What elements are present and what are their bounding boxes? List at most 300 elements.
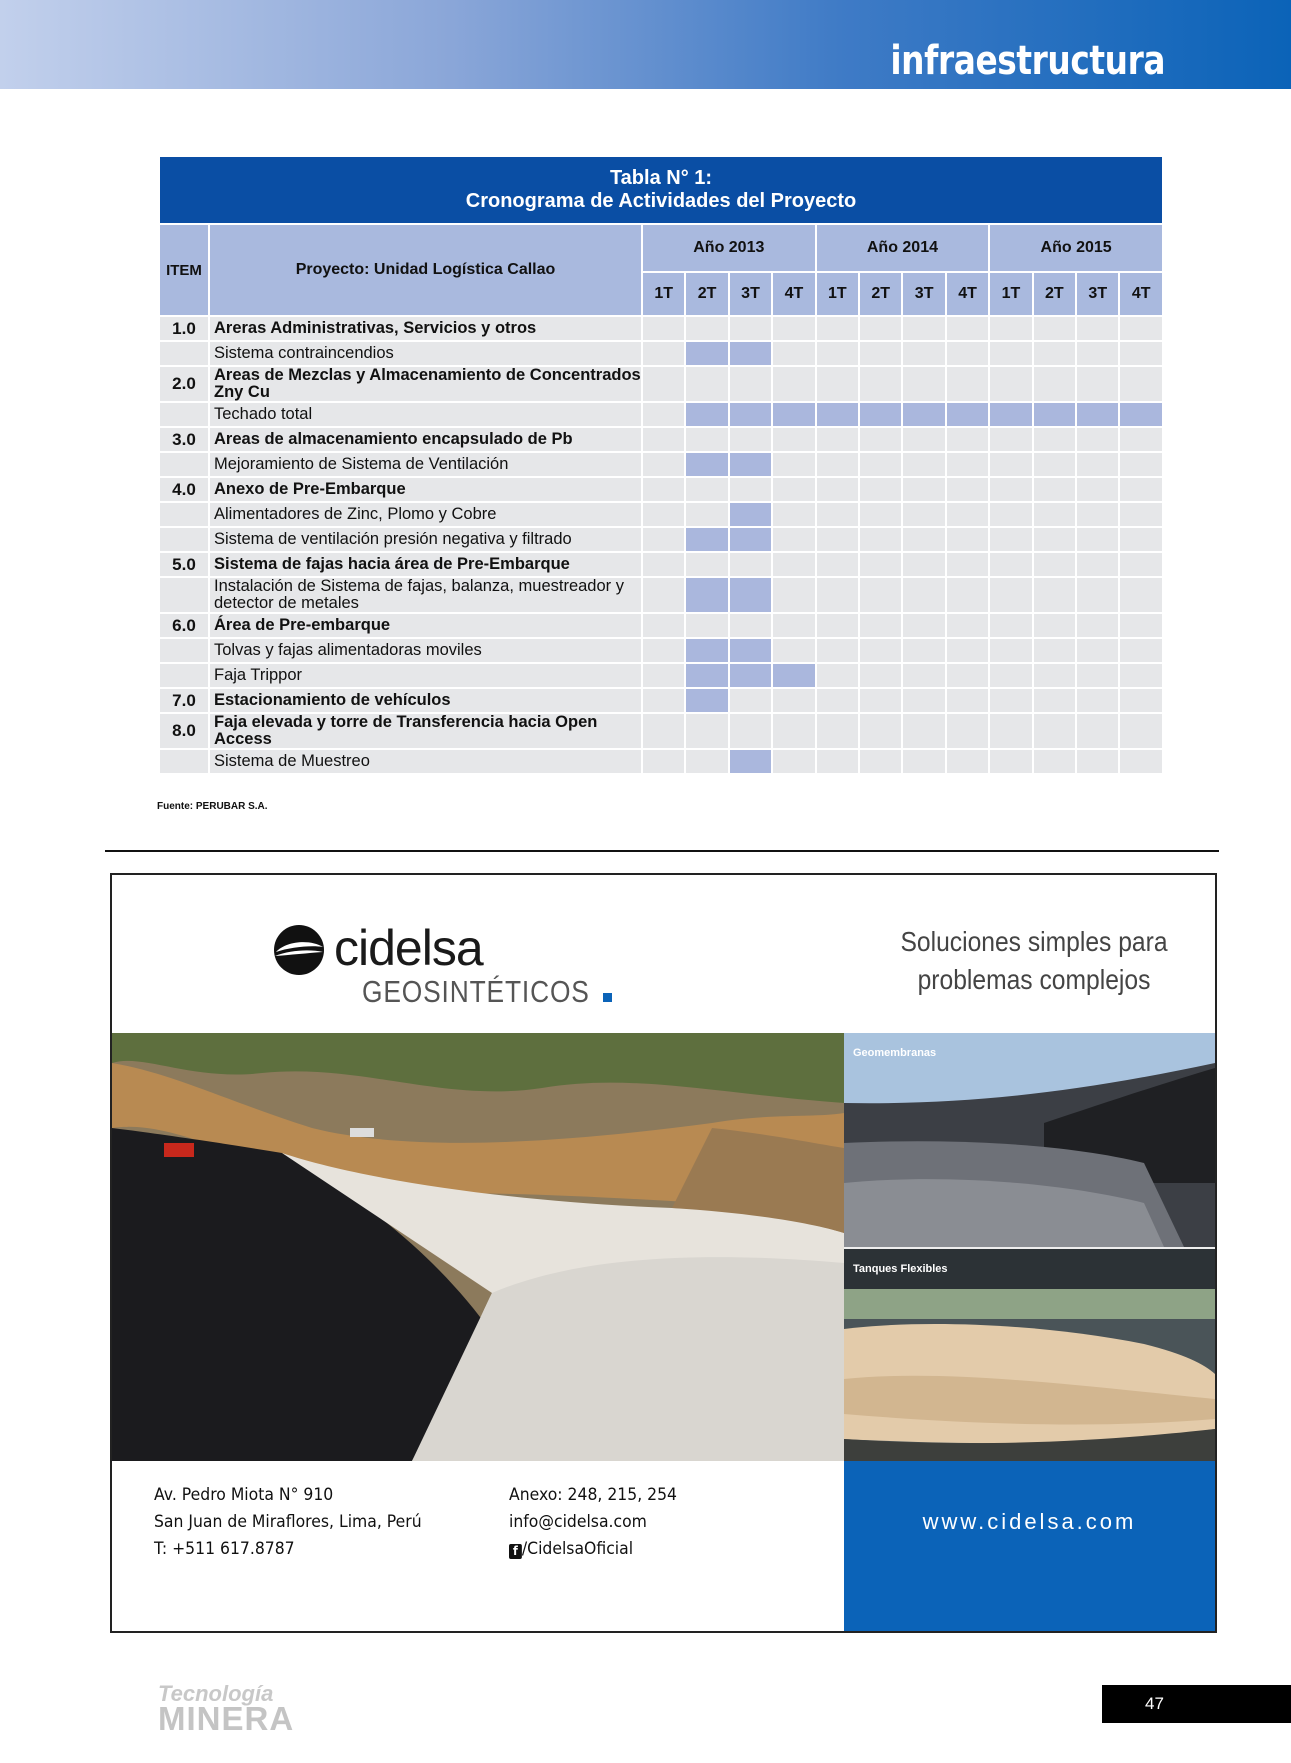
schedule-cell-active — [729, 663, 772, 688]
schedule-cell — [946, 749, 989, 774]
schedule-cell — [642, 688, 685, 713]
brand-dot — [603, 993, 612, 1002]
activity-description: Techado total — [209, 402, 642, 427]
project-header: Proyecto: Unidad Logística Callao — [209, 224, 642, 316]
schedule-cell — [946, 452, 989, 477]
quarter-header: 1T — [816, 272, 859, 316]
activity-description: Alimentadores de Zinc, Plomo y Cobre — [209, 502, 642, 527]
schedule-cell — [902, 341, 945, 366]
activity-description: Instalación de Sistema de fajas, balanza, muestreador y detector de metales — [209, 577, 642, 613]
table-row — [159, 477, 1163, 502]
schedule-cell — [1076, 577, 1119, 613]
facebook-icon: f — [509, 1544, 522, 1559]
activity-description: Areras Administrativas, Servicios y otros — [209, 316, 642, 341]
schedule-cell — [816, 613, 859, 638]
schedule-cell-active — [729, 402, 772, 427]
table-row — [159, 688, 1163, 713]
item-number — [159, 502, 209, 527]
schedule-cell — [1119, 749, 1163, 774]
activity-description: Faja elevada y torre de Transferencia hacia Open Access — [209, 713, 642, 749]
schedule-cell — [989, 341, 1032, 366]
schedule-cell — [729, 713, 772, 749]
schedule-cell — [946, 341, 989, 366]
brand-name: cidelsa — [334, 920, 483, 976]
schedule-cell — [1119, 316, 1163, 341]
table-row — [159, 402, 1163, 427]
schedule-cell — [902, 502, 945, 527]
schedule-cell — [685, 552, 728, 577]
schedule-cell — [946, 713, 989, 749]
schedule-cell — [685, 366, 728, 402]
caption-geomembranes: Geomembranas — [853, 1047, 937, 1059]
quarter-header: 3T — [902, 272, 945, 316]
schedule-cell — [1076, 502, 1119, 527]
email-link[interactable]: info@cidelsa.com — [509, 1512, 647, 1532]
table-row — [159, 366, 1163, 402]
schedule-cell — [729, 552, 772, 577]
ad-tagline — [893, 923, 1175, 999]
quarter-header: 4T — [946, 272, 989, 316]
activity-description: Sistema de ventilación presión negativa y filtrado — [209, 527, 642, 552]
schedule-cell-active — [729, 527, 772, 552]
schedule-cell — [989, 527, 1032, 552]
schedule-cell — [946, 366, 989, 402]
item-number — [159, 663, 209, 688]
schedule-cell — [816, 452, 859, 477]
table-source: Fuente: PERUBAR S.A. — [157, 801, 268, 812]
flexible-tanks-photo — [844, 1247, 1215, 1463]
activity-description: Faja Trippor — [209, 663, 642, 688]
schedule-cell — [1033, 552, 1076, 577]
schedule-cell — [946, 552, 989, 577]
schedule-cell — [989, 613, 1032, 638]
schedule-cell — [772, 749, 815, 774]
quarter-header: 3T — [1076, 272, 1119, 316]
magazine-logo — [158, 1681, 295, 1737]
item-number: 5.0 — [159, 552, 209, 577]
schedule-cell — [859, 688, 902, 713]
schedule-cell — [989, 638, 1032, 663]
schedule-cell-active — [729, 577, 772, 613]
schedule-cell-active — [729, 452, 772, 477]
schedule-cell — [642, 663, 685, 688]
schedule-cell — [946, 688, 989, 713]
page-number: 47 — [1145, 1694, 1164, 1713]
quarter-header: 2T — [859, 272, 902, 316]
schedule-cell — [859, 341, 902, 366]
schedule-cell — [1076, 366, 1119, 402]
activity-description: Anexo de Pre-Embarque — [209, 477, 642, 502]
magazine-logo-line2: MINERA — [158, 1700, 295, 1737]
table-row — [159, 552, 1163, 577]
schedule-cell — [729, 688, 772, 713]
schedule-cell — [1076, 638, 1119, 663]
schedule-cell — [902, 577, 945, 613]
schedule-cell — [902, 427, 945, 452]
schedule-cell-active — [902, 402, 945, 427]
schedule-cell — [772, 688, 815, 713]
schedule-cell-active — [685, 577, 728, 613]
schedule-cell — [1119, 452, 1163, 477]
schedule-cell — [1033, 452, 1076, 477]
schedule-cell — [1033, 427, 1076, 452]
schedule-cell — [902, 663, 945, 688]
schedule-cell — [989, 366, 1032, 402]
schedule-cell — [989, 749, 1032, 774]
table-row — [159, 452, 1163, 477]
schedule-cell — [1119, 341, 1163, 366]
item-number — [159, 341, 209, 366]
schedule-cell — [902, 688, 945, 713]
schedule-cell — [859, 527, 902, 552]
schedule-cell — [1033, 613, 1076, 638]
schedule-cell — [989, 452, 1032, 477]
schedule-cell — [902, 638, 945, 663]
item-number: 8.0 — [159, 713, 209, 749]
year-header: Año 2013 — [642, 224, 816, 272]
address-line2: San Juan de Miraflores, Lima, Perú — [154, 1512, 422, 1532]
schedule-cell — [946, 477, 989, 502]
schedule-cell — [946, 577, 989, 613]
schedule-cell — [1076, 527, 1119, 552]
tagline-line2: problemas complejos — [917, 964, 1151, 995]
schedule-cell — [642, 749, 685, 774]
table-row — [159, 749, 1163, 774]
schedule-cell — [816, 527, 859, 552]
table-row — [159, 663, 1163, 688]
schedule-cell — [642, 527, 685, 552]
schedule-cell — [859, 577, 902, 613]
schedule-cell — [1076, 613, 1119, 638]
schedule-cell-active — [1076, 402, 1119, 427]
schedule-cell — [729, 366, 772, 402]
schedule-cell — [1076, 341, 1119, 366]
schedule-cell — [989, 552, 1032, 577]
schedule-cell — [642, 577, 685, 613]
schedule-cell — [902, 552, 945, 577]
schedule-cell — [902, 749, 945, 774]
schedule-cell — [859, 316, 902, 341]
schedule-cell — [989, 316, 1032, 341]
schedule-cell — [642, 366, 685, 402]
page-number-box — [1102, 1685, 1291, 1723]
schedule-cell — [946, 502, 989, 527]
schedule-cell — [772, 452, 815, 477]
schedule-cell — [685, 502, 728, 527]
schedule-cell-active — [772, 402, 815, 427]
schedule-cell — [902, 613, 945, 638]
schedule-cell — [642, 427, 685, 452]
schedule-cell — [642, 713, 685, 749]
schedule-cell — [1033, 577, 1076, 613]
landfill-liner-photo — [112, 1033, 844, 1461]
item-number — [159, 577, 209, 613]
schedule-cell — [1076, 477, 1119, 502]
schedule-cell — [859, 552, 902, 577]
item-number: 6.0 — [159, 613, 209, 638]
schedule-cell-active — [859, 402, 902, 427]
schedule-cell — [816, 502, 859, 527]
schedule-cell — [772, 713, 815, 749]
schedule-cell — [816, 638, 859, 663]
activity-description: Mejoramiento de Sistema de Ventilación — [209, 452, 642, 477]
cidelsa-logo-icon — [274, 925, 324, 975]
schedule-cell — [902, 477, 945, 502]
schedule-cell-active — [685, 527, 728, 552]
schedule-cell — [1119, 638, 1163, 663]
schedule-cell — [1076, 316, 1119, 341]
cidelsa-advertisement — [110, 873, 1217, 1633]
schedule-table — [158, 155, 1164, 775]
schedule-cell — [902, 713, 945, 749]
schedule-cell-active — [729, 749, 772, 774]
schedule-cell — [772, 552, 815, 577]
item-number — [159, 402, 209, 427]
schedule-cell — [685, 316, 728, 341]
schedule-cell — [816, 749, 859, 774]
schedule-cell — [642, 613, 685, 638]
schedule-cell — [946, 427, 989, 452]
schedule-cell — [859, 427, 902, 452]
schedule-cell — [902, 366, 945, 402]
schedule-cell — [729, 613, 772, 638]
schedule-cell — [816, 713, 859, 749]
table-row — [159, 316, 1163, 341]
table-body — [159, 316, 1163, 774]
schedule-cell — [1076, 452, 1119, 477]
item-number — [159, 638, 209, 663]
schedule-cell — [642, 552, 685, 577]
schedule-cell — [816, 316, 859, 341]
schedule-cell — [729, 316, 772, 341]
schedule-cell-active — [989, 402, 1032, 427]
schedule-cell — [946, 613, 989, 638]
table-row — [159, 527, 1163, 552]
schedule-cell-active — [946, 402, 989, 427]
schedule-cell — [989, 577, 1032, 613]
item-number: 7.0 — [159, 688, 209, 713]
table-title-line1: Tabla N° 1: — [609, 167, 713, 189]
schedule-cell — [902, 452, 945, 477]
social-handle: /CidelsaOficial — [521, 1539, 634, 1559]
annex: Anexo: 248, 215, 254 — [509, 1485, 677, 1505]
schedule-cell — [816, 577, 859, 613]
website-box — [844, 1461, 1215, 1631]
phone: T: +511 617.8787 — [154, 1539, 295, 1559]
schedule-cell — [772, 577, 815, 613]
schedule-cell-active — [685, 402, 728, 427]
schedule-cell — [1119, 577, 1163, 613]
schedule-cell — [1076, 552, 1119, 577]
quarter-header: 1T — [642, 272, 685, 316]
tagline-line1: Soluciones simples para — [900, 926, 1168, 957]
schedule-cell — [1033, 502, 1076, 527]
schedule-cell — [1119, 688, 1163, 713]
schedule-cell — [1119, 613, 1163, 638]
item-number — [159, 452, 209, 477]
caption-tanks: Tanques Flexibles — [853, 1263, 948, 1275]
address-line1: Av. Pedro Miota N° 910 — [154, 1485, 334, 1505]
schedule-cell — [1033, 341, 1076, 366]
schedule-cell — [642, 477, 685, 502]
magazine-logo-line1: Tecnología — [158, 1681, 274, 1706]
activity-description: Área de Pre-embarque — [209, 613, 642, 638]
quarter-header: 2T — [1033, 272, 1076, 316]
schedule-cell — [642, 316, 685, 341]
schedule-cell — [1119, 552, 1163, 577]
schedule-cell — [989, 427, 1032, 452]
item-number — [159, 749, 209, 774]
schedule-cell — [816, 477, 859, 502]
schedule-cell — [859, 366, 902, 402]
schedule-cell-active — [685, 638, 728, 663]
schedule-cell — [859, 663, 902, 688]
schedule-cell — [1119, 427, 1163, 452]
schedule-cell — [946, 663, 989, 688]
schedule-cell — [772, 427, 815, 452]
section-title: infraestructura — [890, 38, 1165, 84]
schedule-cell — [1033, 527, 1076, 552]
schedule-cell — [772, 341, 815, 366]
schedule-cell — [859, 713, 902, 749]
schedule-cell — [685, 749, 728, 774]
schedule-cell — [816, 688, 859, 713]
schedule-cell — [642, 452, 685, 477]
schedule-cell — [1076, 713, 1119, 749]
schedule-cell-active — [1119, 402, 1163, 427]
activity-description: Estacionamiento de vehículos — [209, 688, 642, 713]
schedule-cell-active — [685, 341, 728, 366]
schedule-cell-active — [772, 663, 815, 688]
schedule-cell — [1076, 749, 1119, 774]
schedule-cell — [859, 477, 902, 502]
table-title — [159, 156, 1163, 224]
quarter-header: 2T — [685, 272, 728, 316]
activity-description: Sistema de Muestreo — [209, 749, 642, 774]
schedule-cell-active — [1033, 402, 1076, 427]
geomembranes-photo — [844, 1033, 1215, 1247]
table-row — [159, 577, 1163, 613]
brand-subtitle: GEOSINTÉTICOS — [362, 974, 590, 1009]
schedule-cell — [1119, 366, 1163, 402]
table-row — [159, 502, 1163, 527]
activity-description: Tolvas y fajas alimentadoras moviles — [209, 638, 642, 663]
item-number: 3.0 — [159, 427, 209, 452]
quarter-header: 4T — [1119, 272, 1163, 316]
schedule-cell — [816, 663, 859, 688]
schedule-cell — [816, 427, 859, 452]
schedule-cell — [729, 427, 772, 452]
schedule-cell — [729, 477, 772, 502]
schedule-cell — [902, 527, 945, 552]
schedule-cell — [859, 613, 902, 638]
schedule-cell — [642, 638, 685, 663]
schedule-cell — [642, 402, 685, 427]
schedule-cell — [989, 663, 1032, 688]
schedule-cell — [1119, 477, 1163, 502]
schedule-cell — [859, 749, 902, 774]
schedule-cell — [772, 477, 815, 502]
schedule-cell — [989, 477, 1032, 502]
schedule-cell-active — [729, 341, 772, 366]
table-row — [159, 713, 1163, 749]
schedule-cell — [946, 527, 989, 552]
schedule-cell — [816, 552, 859, 577]
schedule-cell — [1033, 366, 1076, 402]
schedule-cell — [772, 366, 815, 402]
schedule-cell — [1119, 713, 1163, 749]
activity-description: Areas de almacenamiento encapsulado de Pb — [209, 427, 642, 452]
schedule-cell — [772, 502, 815, 527]
activity-description: Areas de Mezclas y Almacenamiento de Concentrados Zny Cu — [209, 366, 642, 402]
schedule-cell — [816, 341, 859, 366]
item-header: ITEM — [159, 224, 209, 316]
schedule-cell — [859, 452, 902, 477]
schedule-cell — [685, 613, 728, 638]
schedule-cell — [1119, 527, 1163, 552]
schedule-cell — [1033, 638, 1076, 663]
schedule-cell — [685, 477, 728, 502]
schedule-cell — [1033, 688, 1076, 713]
year-header: Año 2014 — [816, 224, 990, 272]
schedule-cell-active — [685, 452, 728, 477]
schedule-cell — [1033, 663, 1076, 688]
item-number — [159, 527, 209, 552]
year-header: Año 2015 — [989, 224, 1163, 272]
divider — [105, 850, 1219, 852]
schedule-cell — [902, 316, 945, 341]
schedule-cell — [642, 341, 685, 366]
schedule-cell-active — [685, 663, 728, 688]
schedule-cell — [1076, 688, 1119, 713]
schedule-cell — [859, 638, 902, 663]
schedule-cell — [1033, 749, 1076, 774]
schedule-cell — [946, 638, 989, 663]
item-number: 1.0 — [159, 316, 209, 341]
schedule-cell — [859, 502, 902, 527]
table-row — [159, 638, 1163, 663]
schedule-cell-active — [729, 502, 772, 527]
schedule-cell — [1033, 316, 1076, 341]
social-link[interactable] — [509, 1539, 633, 1559]
schedule-cell — [1076, 663, 1119, 688]
schedule-cell — [772, 638, 815, 663]
schedule-cell — [1033, 477, 1076, 502]
schedule-cell — [1119, 502, 1163, 527]
quarter-header: 4T — [772, 272, 815, 316]
website-link[interactable]: www.cidelsa.com — [922, 1509, 1137, 1534]
table-row — [159, 341, 1163, 366]
schedule-cell — [989, 688, 1032, 713]
schedule-cell — [946, 316, 989, 341]
schedule-cell-active — [816, 402, 859, 427]
table-title-line2: Cronograma de Actividades del Proyecto — [465, 190, 857, 212]
schedule-cell-active — [729, 638, 772, 663]
schedule-cell — [1076, 427, 1119, 452]
table-row — [159, 427, 1163, 452]
activity-description: Sistema de fajas hacia área de Pre-Embarque — [209, 552, 642, 577]
schedule-cell-active — [685, 688, 728, 713]
schedule-cell — [816, 366, 859, 402]
schedule-cell — [772, 527, 815, 552]
schedule-cell — [642, 502, 685, 527]
schedule-cell — [772, 613, 815, 638]
quarter-header: 3T — [729, 272, 772, 316]
schedule-cell — [989, 502, 1032, 527]
quarter-header: 1T — [989, 272, 1032, 316]
table-row — [159, 613, 1163, 638]
schedule-cell — [989, 713, 1032, 749]
